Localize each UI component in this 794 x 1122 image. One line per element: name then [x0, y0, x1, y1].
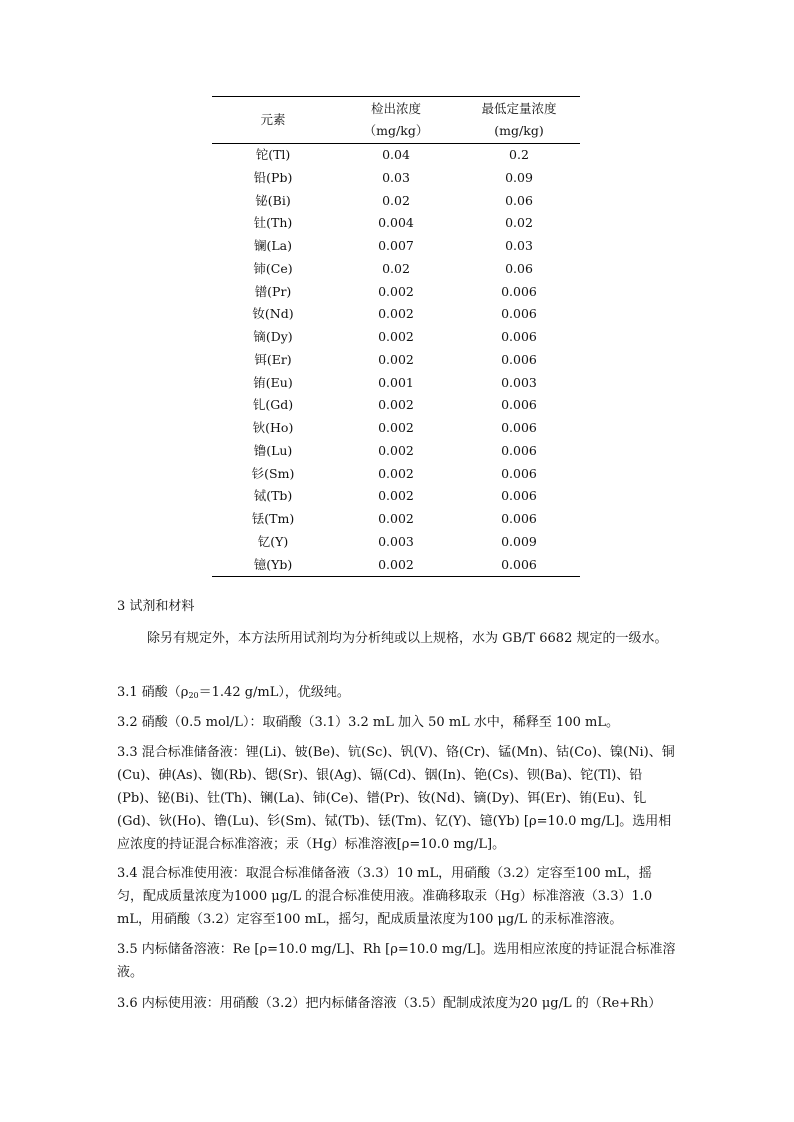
cell-detection: 0.02	[382, 192, 410, 208]
table-row	[212, 417, 580, 440]
cell-element: 钬(Ho)	[252, 420, 294, 436]
table-row	[212, 167, 580, 190]
cell-quantification: 0.006	[501, 306, 537, 322]
cell-detection: 0.002	[378, 420, 414, 436]
cell-element: 铕(Eu)	[253, 374, 293, 390]
cell-detection: 0.002	[378, 397, 414, 413]
table-row	[212, 190, 580, 213]
table-row	[212, 531, 580, 554]
cell-detection: 0.002	[334, 554, 458, 577]
cell-quantification: 0.006	[501, 397, 537, 413]
item-3-2: 3.2 硝酸（0.5 mol/L）：取硝酸（3.1）3.2 mL 加入 50 mL 水中，稀释至 100 mL。	[117, 715, 619, 730]
section-heading: 3 试剂和材料	[117, 599, 195, 614]
cell-element: 镨(Pr)	[254, 283, 292, 299]
cell-quantification: 0.006	[501, 351, 537, 367]
cell-detection: 0.001	[378, 374, 414, 390]
cell-quantification: 0.003	[501, 374, 537, 390]
cell-detection: 0.002	[378, 488, 414, 504]
header-detection-concentration: 检出浓度 （mg/kg）	[334, 97, 458, 144]
cell-detection: 0.002	[378, 283, 414, 299]
cell-detection: 0.002	[378, 465, 414, 481]
cell-element: 钐(Sm)	[251, 465, 295, 481]
cell-quantification: 0.006	[501, 420, 537, 436]
cell-element: 铒(Er)	[254, 351, 292, 367]
cell-element: 铊(Tl)	[255, 147, 291, 163]
table-row	[212, 235, 580, 258]
cell-quantification: 0.009	[501, 533, 537, 549]
cell-element: 铈(Ce)	[253, 260, 293, 276]
table-row	[212, 463, 580, 486]
cell-quantification: 0.006	[501, 283, 537, 299]
header-min-quantification-concentration: 最低定量浓度 (mg/kg)	[458, 97, 580, 144]
table-row	[212, 440, 580, 463]
item-3-6: 3.6 内标使用液：用硝酸（3.2）把内标储备溶液（3.5）配制成浓度为20 μg/L 的（Re+Rh）	[117, 996, 662, 1011]
table-row	[212, 326, 580, 349]
header-element: 元素	[212, 97, 334, 144]
cell-element: 镝(Dy)	[253, 329, 293, 345]
cell-detection: 0.002	[378, 511, 414, 527]
table-row	[212, 394, 580, 417]
cell-element: 钇(Y)	[257, 533, 289, 549]
cell-detection: 0.002	[378, 329, 414, 345]
cell-detection: 0.02	[382, 260, 410, 276]
cell-detection: 0.04	[382, 147, 410, 163]
cell-element: 钍(Th)	[253, 215, 293, 231]
cell-quantification: 0.006	[501, 329, 537, 345]
cell-element: 钆(Gd)	[252, 397, 294, 413]
cell-element: 铽(Tb)	[253, 488, 293, 504]
cell-detection: 0.003	[378, 533, 414, 549]
cell-quantification: 0.09	[505, 169, 533, 185]
cell-quantification: 0.2	[509, 147, 529, 163]
table-row	[212, 212, 580, 235]
cell-detection: 0.002	[378, 351, 414, 367]
cell-quantification: 0.006	[501, 488, 537, 504]
cell-quantification: 0.006	[501, 511, 537, 527]
cell-detection: 0.03	[382, 169, 410, 185]
item-3-3: 3.3 混合标准储备液：锂(Li)、铍(Be)、钪(Sc)、钒(V)、铬(Cr)、锰(Mn)、钴(Co)、镍(Ni)、铜(Cu)、砷(As)、铷(Rb)、锶(Sr)、银(Ag)、镉(Cd)、铟(In)、铯(Cs)、钡(Ba)、铊(Tl)、铅(Pb)、铋(Bi)、钍(Th)、镧(La)、铈(Ce)、镨(Pr)、钕(Nd)、镝(Dy)、铒(Er)、铕(Eu)、钆(Gd)、钬(Ho)、镥(Lu)、钐(Sm)、铽(Tb)、铥(Tm)、钇(Y)、镱(Yb) [ρ=10.0 mg/L]。选用相应浓度的持证混合标准溶液；汞（Hg）标准溶液[ρ=10.0 mg/L]。	[117, 745, 675, 852]
cell-quantification: 0.06	[505, 260, 533, 276]
table-header-row	[212, 97, 580, 144]
cell-quantification: 0.006	[501, 465, 537, 481]
table-row	[212, 485, 580, 508]
item-3-1: 3.1 硝酸（$\rho_{20}=1.42$ g/mL），优级纯。	[117, 685, 350, 700]
item-3-4: 3.4 混合标准使用液：取混合标准储备液（3.3）10 mL，用硝酸（3.2）定容至100 mL，摇匀，配成质量浓度为1000 μg/L 的混合标准使用液。准确移取汞（Hg）标准溶液（3.3）1.0 mL，用硝酸（3.2）定容至100 mL，摇匀，配成质量浓度为100 μg/L 的汞标准溶液。	[117, 866, 653, 927]
cell-quantification: 0.006	[501, 442, 537, 458]
table-row	[212, 258, 580, 281]
cell-quantification: 0.006	[458, 554, 580, 577]
cell-element: 镱(Yb)	[212, 554, 334, 577]
cell-element: 钕(Nd)	[252, 306, 294, 322]
cell-detection: 0.007	[378, 238, 414, 254]
cell-quantification: 0.03	[505, 238, 533, 254]
table-row	[212, 303, 580, 326]
cell-detection: 0.002	[378, 442, 414, 458]
table-row	[212, 508, 580, 531]
table-row	[212, 281, 580, 304]
cell-element: 铥(Tm)	[251, 511, 295, 527]
section-intro: 除另有规定外，本方法所用试剂均为分析纯或以上规格，水为 GB/T 6682 规定的一级水。	[147, 631, 668, 646]
table-row	[212, 349, 580, 372]
cell-quantification: 0.02	[505, 215, 533, 231]
table-row	[212, 144, 580, 167]
item-3-5: 3.5 内标储备溶液：Re [ρ=10.0 mg/L]、Rh [ρ=10.0 mg/L]。选用相应浓度的持证混合标准溶液。	[117, 942, 676, 980]
detection-limit-table	[212, 96, 580, 577]
cell-element: 镥(Lu)	[253, 442, 293, 458]
cell-detection: 0.002	[378, 306, 414, 322]
cell-detection: 0.004	[378, 215, 414, 231]
cell-quantification: 0.06	[505, 192, 533, 208]
table-row	[212, 372, 580, 395]
cell-element: 镧(La)	[253, 238, 292, 254]
cell-element: 铋(Bi)	[255, 192, 291, 208]
cell-element: 铅(Pb)	[253, 169, 293, 185]
table-row	[212, 554, 580, 577]
